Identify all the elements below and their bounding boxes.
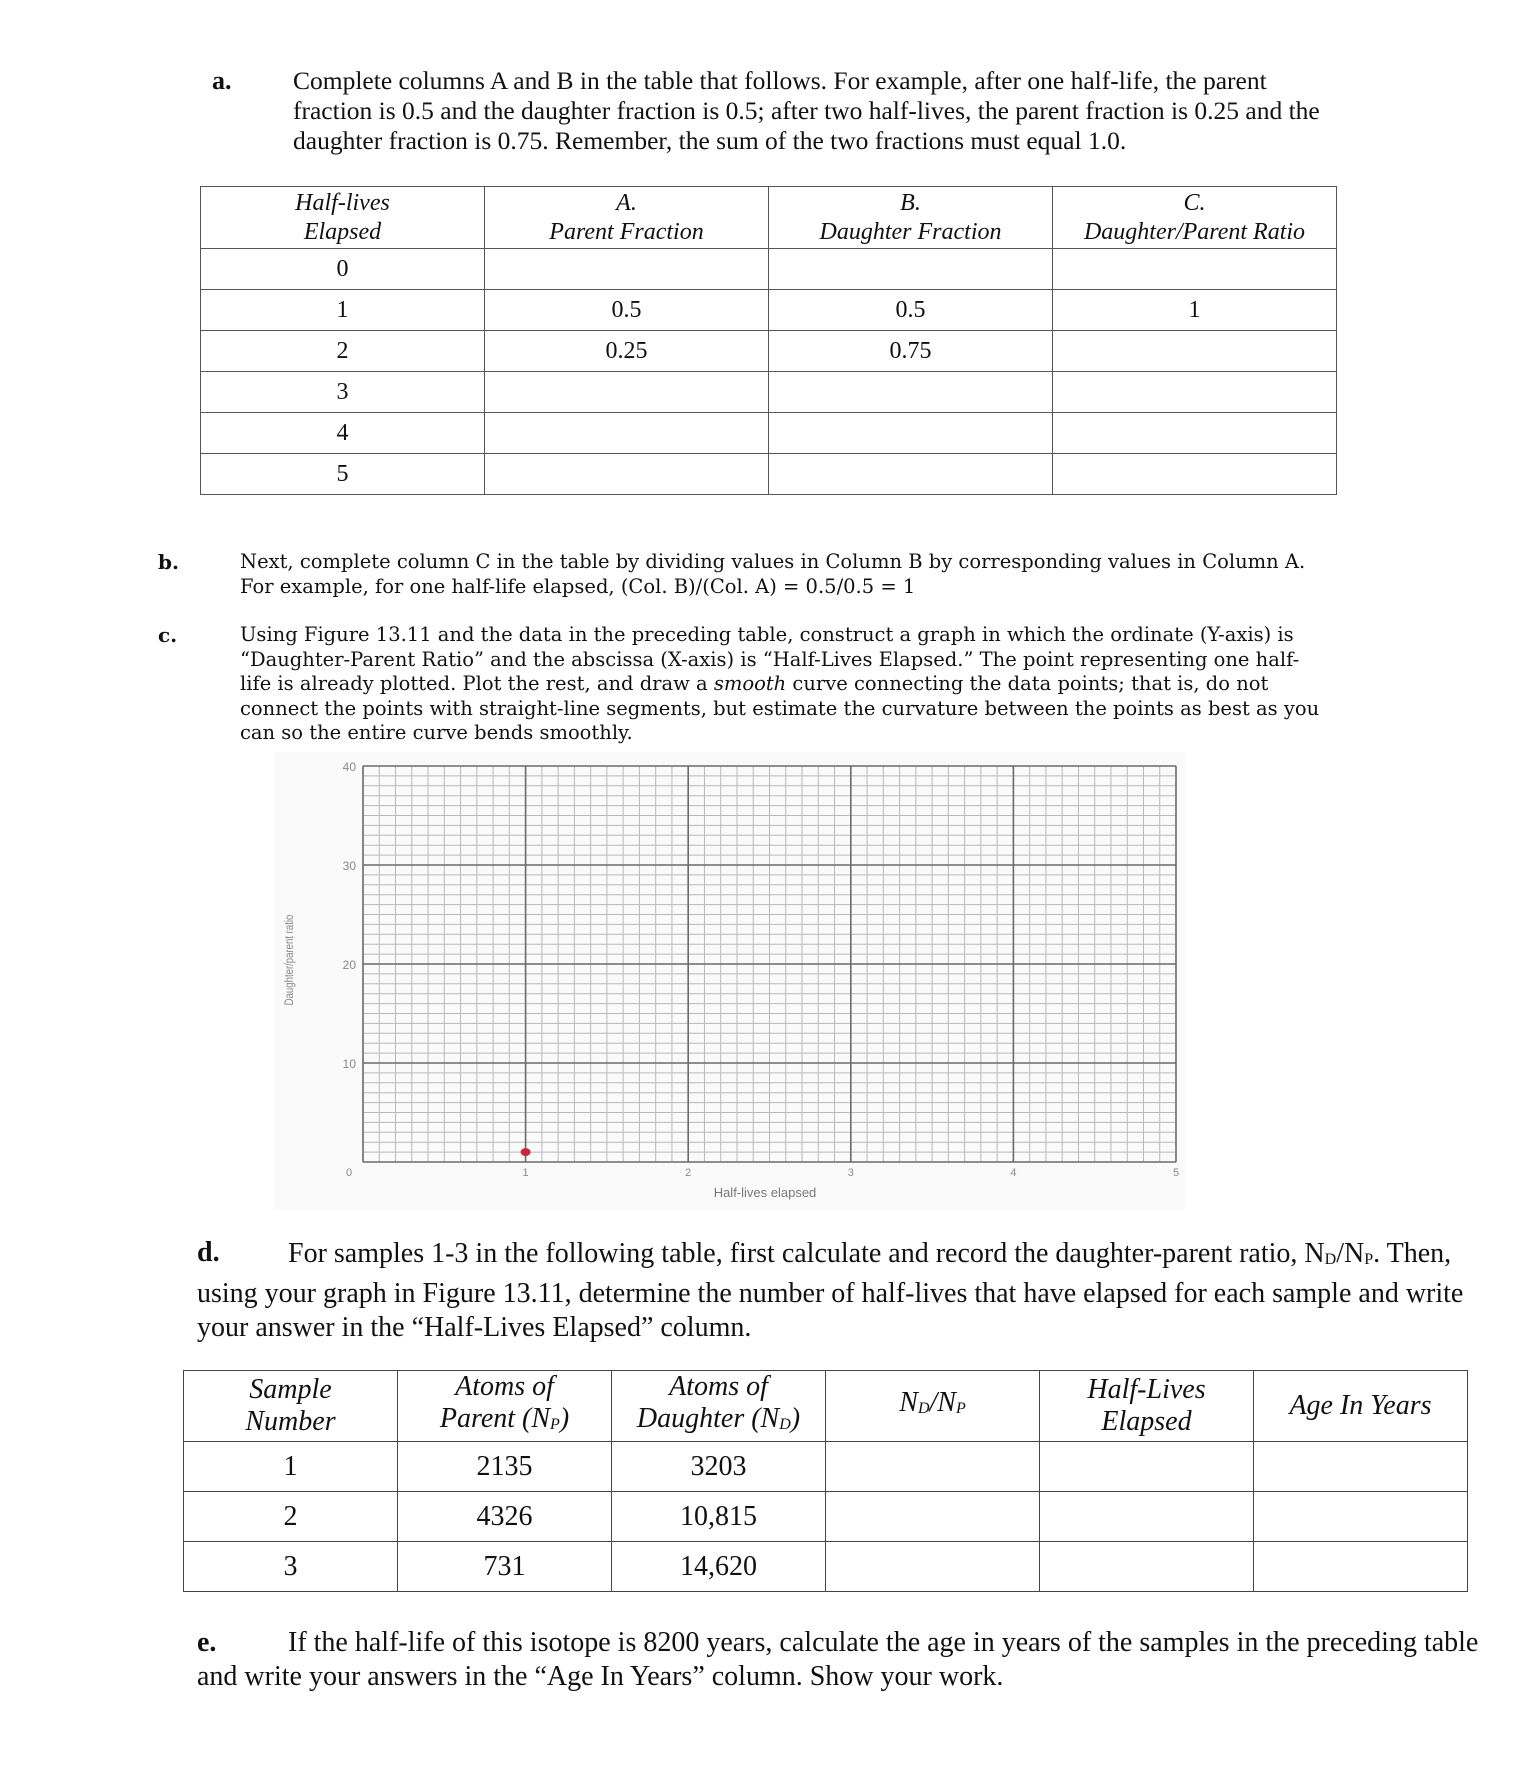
header-nd-np-ratio: ND/NP (826, 1371, 1040, 1442)
cell-half-lives[interactable] (1040, 1492, 1254, 1542)
table-row (184, 1542, 1468, 1592)
section-d-label: d. (197, 1237, 220, 1268)
cell-parent-fraction: 0.5 (485, 290, 769, 331)
cell-daughter-fraction: 0.5 (769, 290, 1053, 331)
section-e-instructions: e. If the half-life of this isotope is 8200 years, calculate the age in years of the samples in the preceding table and write your answers in the “Age In Years” column. Show your work. (197, 1627, 1479, 1692)
cell-daughter-fraction[interactable] (769, 413, 1053, 454)
cell-atoms-parent: 4326 (398, 1492, 612, 1542)
cell-sample-number: 3 (184, 1542, 398, 1592)
cell-half-lives: 0 (201, 249, 485, 290)
x-tick-label: 1 (522, 1167, 529, 1179)
table-header-row (201, 187, 1337, 249)
header-daughter-fraction: B. Daughter Fraction (769, 187, 1053, 249)
table-row (201, 454, 1337, 495)
cell-atoms-parent: 2135 (398, 1442, 612, 1492)
cell-age[interactable] (1254, 1442, 1468, 1492)
cell-half-lives: 3 (201, 372, 485, 413)
table-row (201, 249, 1337, 290)
table-row (201, 413, 1337, 454)
cell-ratio[interactable] (1053, 331, 1337, 372)
cell-parent-fraction[interactable] (485, 413, 769, 454)
x-tick-label: 2 (685, 1167, 692, 1179)
x-axis-label: Half-lives elapsed (713, 1185, 817, 1200)
section-c-label: c. (158, 623, 178, 647)
section-c-instructions: Using Figure 13.11 and the data in the preceding table, construct a graph in which the ordinate (Y-axis) is “Daughter-Parent Ratio” and the abscissa (X-axis) is “Half-Lives Elapsed.” The point representing one half-life is already plotted. Plot the rest, and draw a smooth curve connecting the data points; that is, do not connect the points with straight-line segments, but estimate the curvature between the points as best as you can so the entire curve bends smoothly. (240, 623, 1320, 744)
cell-age[interactable] (1254, 1492, 1468, 1542)
cell-ratio[interactable] (1053, 454, 1337, 495)
cell-atoms-daughter: 3203 (612, 1442, 826, 1492)
cell-parent-fraction[interactable] (485, 372, 769, 413)
section-a-instructions: Complete columns A and B in the table that follows. For example, after one half-life, the parent fraction is 0.5 and the daughter fraction is 0.5; after two half-lives, the parent fraction is 0.25 and the daughter fraction is 0.75. Remember, the sum of the two fractions must equal 1.0. (293, 66, 1320, 155)
header-half-lives-elapsed: Half-Lives Elapsed (1040, 1371, 1254, 1442)
section-d-instructions: For samples 1-3 in the following table, first calculate and record the daughter-parent ratio, ND/NP. Then, using your graph in Figure 13.11, determine the number of half-lives that have elapsed for each sample and write your answer in the “Half-Lives Elapsed” column. (197, 1238, 1464, 1343)
y-axis-label: Daughter/parent ratio (283, 914, 297, 1006)
cell-daughter-fraction: 0.75 (769, 331, 1053, 372)
cell-atoms-daughter: 14,620 (612, 1542, 826, 1592)
x-tick-label: 5 (1172, 1167, 1180, 1179)
header-parent-fraction: A. Parent Fraction (485, 187, 769, 249)
cell-parent-fraction[interactable] (485, 454, 769, 495)
cell-nd-np[interactable] (826, 1542, 1040, 1592)
section-e-label: e. (197, 1627, 217, 1658)
table-row (201, 331, 1337, 372)
cell-half-lives: 1 (201, 290, 485, 331)
cell-ratio[interactable] (1053, 413, 1337, 454)
figure-13-11-graph-panel (275, 752, 1185, 1210)
cell-daughter-fraction[interactable] (769, 454, 1053, 495)
cell-parent-fraction: 0.25 (485, 331, 769, 372)
section-a-label: a. (212, 66, 232, 95)
table-header-row (184, 1371, 1468, 1442)
cell-ratio[interactable] (1053, 249, 1337, 290)
header-atoms-parent: Atoms of Parent (NP) (398, 1371, 612, 1442)
cell-atoms-parent: 731 (398, 1542, 612, 1592)
table-row (184, 1492, 1468, 1542)
section-b-label: b. (158, 550, 179, 574)
cell-half-lives[interactable] (1040, 1442, 1254, 1492)
cell-daughter-fraction[interactable] (769, 249, 1053, 290)
header-sample-number: Sample Number (184, 1371, 398, 1442)
emphasis-smooth: smooth (713, 672, 787, 695)
x-tick-label: 3 (847, 1167, 854, 1179)
x-tick-label: 4 (1010, 1167, 1017, 1179)
cell-sample-number: 1 (184, 1442, 398, 1492)
y-tick-label: 40 (342, 760, 356, 774)
cell-half-lives: 4 (201, 413, 485, 454)
cell-atoms-daughter: 10,815 (612, 1492, 826, 1542)
cell-daughter-fraction[interactable] (769, 372, 1053, 413)
table-row (201, 290, 1337, 331)
cell-age[interactable] (1254, 1542, 1468, 1592)
cell-ratio[interactable] (1053, 372, 1337, 413)
table-row (201, 372, 1337, 413)
section-b-instructions: Next, complete column C in the table by dividing values in Column B by corresponding values in Column A. For example, for one half-life elapsed, (Col. B)/(Col. A) = 0.5/0.5 = 1 (240, 550, 1306, 598)
header-atoms-daughter: Atoms of Daughter (ND) (612, 1371, 826, 1442)
y-tick-label: 10 (342, 1057, 356, 1071)
cell-parent-fraction[interactable] (485, 249, 769, 290)
header-daughter-parent-ratio: C. Daughter/Parent Ratio (1053, 187, 1337, 249)
sample-age-table (183, 1370, 1468, 1592)
cell-nd-np[interactable] (826, 1492, 1040, 1542)
header-age-in-years: Age In Years (1254, 1371, 1468, 1442)
cell-sample-number: 2 (184, 1492, 398, 1542)
cell-half-lives: 5 (201, 454, 485, 495)
table-row (184, 1442, 1468, 1492)
header-half-lives-elapsed: Half-lives Elapsed (201, 187, 485, 249)
y-tick-label: 30 (342, 859, 356, 873)
y-tick-label: 20 (342, 958, 356, 972)
cell-ratio: 1 (1053, 290, 1337, 331)
cell-half-lives: 2 (201, 331, 485, 372)
cell-nd-np[interactable] (826, 1442, 1040, 1492)
cell-half-lives[interactable] (1040, 1542, 1254, 1592)
half-life-fraction-table (200, 186, 1337, 495)
x-tick-label: 0 (345, 1167, 353, 1179)
